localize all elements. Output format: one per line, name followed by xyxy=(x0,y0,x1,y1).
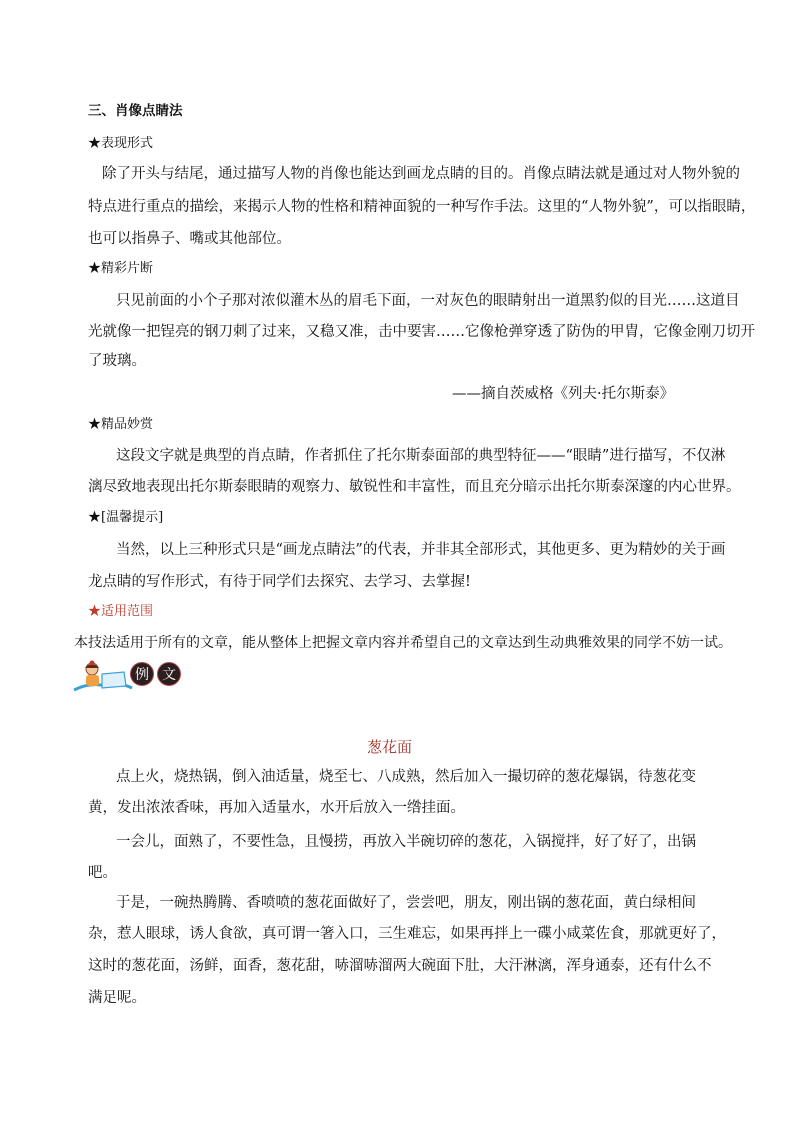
essay-line: 一会儿，面熟了，不要性急，且慢捞，再放入半碗切碎的葱花，入锅搅拌，好了好了，出锅 xyxy=(116,834,696,850)
tip-line: 当然，以上三种形式只是“画龙点睛法”的代表，并非其全部形式，其他更多、更为精妙的关于画 xyxy=(116,542,726,558)
tip-label: ★[温馨提示] xyxy=(88,510,164,525)
form-line: 除了开头与结尾，通过描写人物的肖像也能达到画龙点睛的目的。肖像点睛法就是通过对人物外貌的 xyxy=(102,166,740,182)
appreciation-label: ★精品妙赏 xyxy=(88,417,154,432)
example-badge-char: 例 xyxy=(130,662,154,686)
form-line: 特点进行重点的描绘，来揭示人物的性格和精神面貌的一种写作手法。这里的“人物外貌”，可以指眼睛， xyxy=(88,199,756,215)
essay-line: 吧。 xyxy=(88,865,117,881)
appreciation-line: 这段文字就是典型的肖点睛，作者抓住了托尔斯泰面部的典型特征——“眼睛”进行描写，不仅淋 xyxy=(116,448,726,464)
example-badge-char: 文 xyxy=(157,662,181,686)
excerpt-line: 光就像一把锃亮的钢刀刺了过来，又稳又准，击中要害……它像枪弹穿透了防伪的甲胄，它像金刚刀切开 xyxy=(88,324,755,340)
essay-line: 于是，一碗热腾腾、香喷喷的葱花面做好了，尝尝吧，朋友，刚出锅的葱花面，黄白绿相间 xyxy=(116,895,696,911)
excerpt-line: 只见前面的小个子那对浓似灌木丛的眉毛下面，一对灰色的眼睛射出一道黑豹似的目光……这道目 xyxy=(116,293,740,309)
excerpt-label: ★精彩片断 xyxy=(88,261,154,276)
essay-title: 葱花面 xyxy=(367,738,413,756)
tip-line: 龙点睛的写作形式，有待于同学们去探究、去学习、去掌握! xyxy=(88,574,471,590)
essay-line: 点上火，烧热锅，倒入油适量，烧至七、八成熟，然后加入一撮切碎的葱花爆锅，待葱花变 xyxy=(116,769,696,785)
excerpt-source: ——摘自茨威格《列夫·托尔斯泰》 xyxy=(452,386,675,402)
scope-label: ★适用范围 xyxy=(88,604,154,619)
essay-line: 黄，发出浓浓香味，再加入适量水，水开后放入一绺挂面。 xyxy=(88,800,465,816)
form-label: ★表现形式 xyxy=(88,136,154,151)
essay-line: 满足呢。 xyxy=(88,990,146,1006)
scope-text: 本技法适用于所有的文章，能从整体上把握文章内容并希望自己的文章达到生动典雅效果的同学不妨一试。 xyxy=(74,635,732,651)
section-heading: 三、肖像点睛法 xyxy=(88,103,183,119)
example-badge xyxy=(72,660,192,696)
essay-line: 杂，惹人眼球，诱人食欲，真可谓一箸入口，三生难忘，如果再拌上一碟小咸菜佐食，那就更好了， xyxy=(88,926,726,942)
appreciation-line: 漓尽致地表现出托尔斯泰眼睛的观察力、敏锐性和丰富性，而且充分暗示出托尔斯泰深邃的内心世界。 xyxy=(88,479,741,495)
reading-child-icon xyxy=(72,660,134,694)
form-line: 也可以指鼻子、嘴或其他部位。 xyxy=(88,231,291,247)
excerpt-line: 了玻璃。 xyxy=(88,353,146,369)
essay-line: 这时的葱花面，汤鲜，面香，葱花甜，哧溜哧溜两大碗面下肚，大汗淋漓，浑身通泰，还有什么不 xyxy=(88,958,712,974)
